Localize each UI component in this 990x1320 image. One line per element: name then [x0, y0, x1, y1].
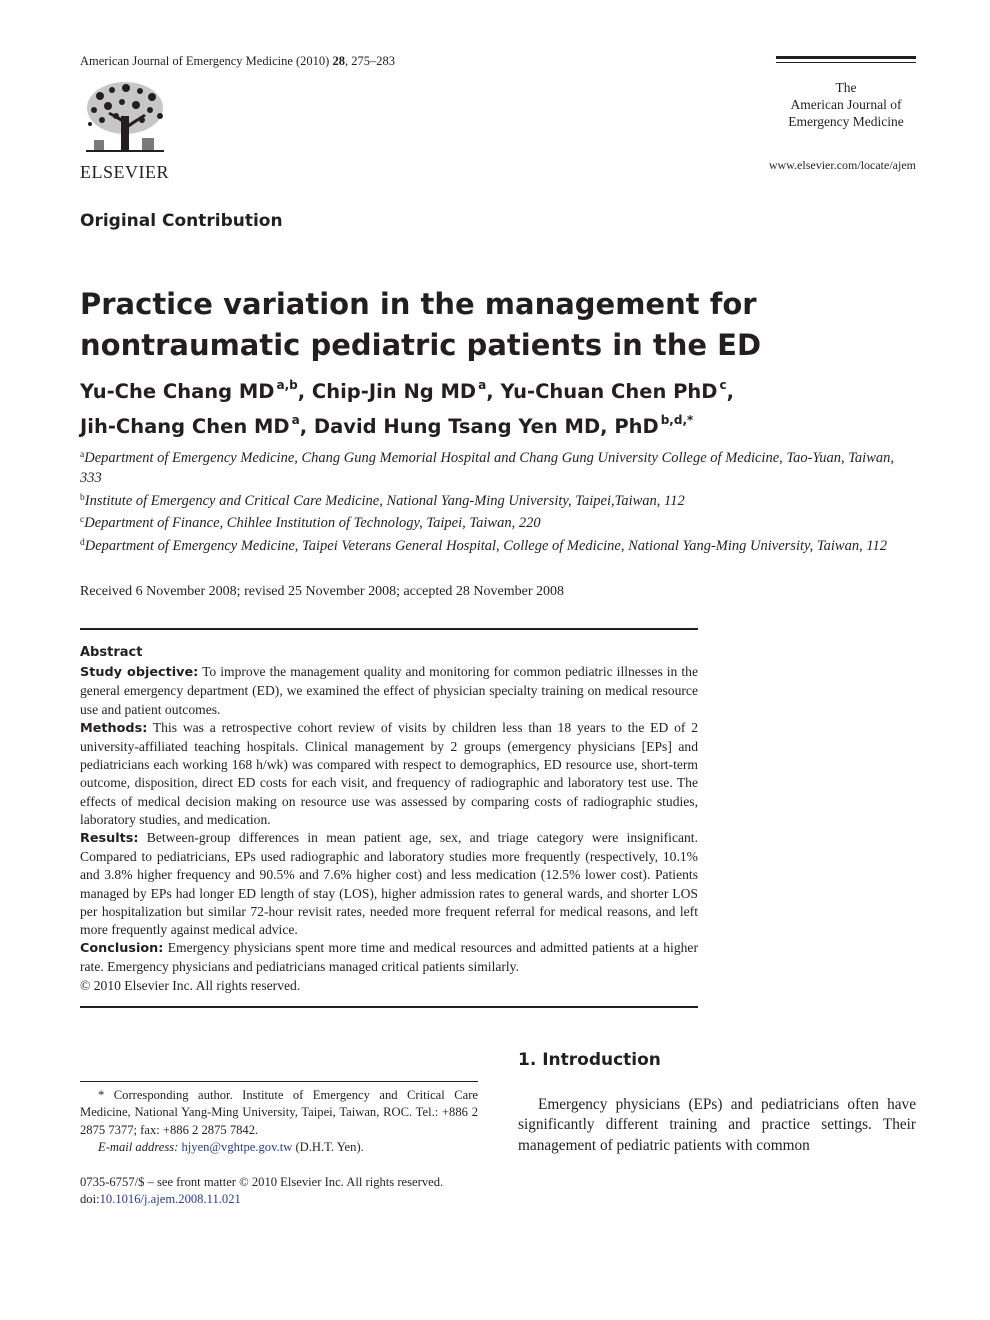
masthead-line: Emergency Medicine — [788, 114, 904, 129]
abstract-bottom-rule — [80, 1006, 698, 1008]
email-link[interactable]: hjyen@vghtpe.gov.tw — [181, 1140, 293, 1155]
elsevier-wordmark: ELSEVIER — [80, 162, 169, 182]
received-dates: Received 6 November 2008; revised 25 November 2008; accepted 28 November 2008 — [80, 584, 565, 599]
journal-url[interactable]: www.elsevier.com/locate/ajem — [768, 158, 916, 172]
section-label: Original Contribution — [80, 211, 283, 231]
front-matter — [80, 1174, 500, 1209]
author: Jih-Chang Chen MD $^a$, — [80, 413, 314, 438]
abstract-top-rule — [80, 628, 698, 630]
corresponding-author-footnote — [80, 1087, 478, 1157]
elsevier-tree-icon — [80, 80, 170, 160]
journal-masthead — [776, 56, 916, 130]
abstract — [80, 644, 698, 995]
author: David Hung Tsang Yen MD, PhD $^{b,d,*}$ — [313, 413, 694, 438]
front-matter-text: 0735-6757/$ – see front matter © 2010 Elsevier Inc. All rights reserved. — [80, 1175, 444, 1189]
introduction-heading: 1. Introduction — [518, 1050, 661, 1070]
doi-link[interactable]: 10.1016/j.ajem.2008.11.021 — [99, 1192, 241, 1207]
author: Yu-Chuan Chen PhD $^c$, — [500, 378, 735, 403]
abstract-heading: Abstract — [80, 645, 143, 660]
doi-line: doi:10.1016/j.ajem.2008.11.021 — [80, 1192, 241, 1207]
abstract-conclusion: Conclusion: Emergency physicians spent more time and medical resources and admitted patients at a higher rate. Emergency physicians and pediatricians managed critical patients similarly. — [80, 940, 698, 975]
abstract-results: Results: Between-group differences in mean patient age, sex, and triage category were insignificant. Compared to pediatricians, EPs used radiographic and laboratory studies more frequently (respectively, 10.1% and 3.8% higher frequency and 90.5% and 7.6% higher cost) and less medication (12.5% lower cost). Patients managed by EPs had longer ED length of stay (LOS), higher admission rates to general wards, and shorter LOS per hospitalization but similar 72-hour revisit rates, needed more frequent referral for medical reasons, and left more frequently against medical advice. — [80, 830, 698, 938]
masthead-rule-thin — [776, 62, 916, 63]
introduction-text: Emergency physicians (EPs) and pediatricians often have significantly different training and practice settings. Their management of pediatric patients with common — [518, 1096, 916, 1154]
journal-volume: 28 — [332, 54, 345, 68]
corresponding-text: * Corresponding author. Institute of Emergency and Critical Care Medicine, National Yang-Ming University, Taipei, Taiwan, ROC. Tel.: +886 2 2875 7377; fax: +886 2 2875 7842. — [80, 1088, 478, 1137]
abstract-copyright: © 2010 Elsevier Inc. All rights reserved. — [80, 977, 301, 993]
footnote-rule — [80, 1081, 478, 1082]
abstract-methods: Methods: This was a retrospective cohort review of visits by children less than 18 years to the ED of 2 university-affiliated teaching hospitals. Clinical management by 2 groups (emergency physicians [EPs] and pediatricians each working 168 h/wk) was compared with respect to demographics, ED resource use, short-term outcome, disposition, direct ED costs for each visit, and frequency of radiographic and laboratory test use. The effects of medical decision making on resource use was assessed by comparing costs of radiographic studies, laboratory studies, and medication. — [80, 719, 698, 827]
journal-ref-prefix: American Journal of Emergency Medicine (2010) — [80, 54, 333, 68]
author-list — [80, 371, 930, 441]
abstract-objective: Study objective: To improve the management quality and monitoring for common pediatric illnesses in the general emergency department (ED), we examined the effect of physician specialty training on medical resource use and patient outcomes. — [80, 664, 698, 717]
affiliation: $^c$Department of Finance, Chihlee Institution of Technology, Taipei, Taiwan, 220 — [80, 515, 541, 532]
affiliation: $^b$Institute of Emergency and Critical Care Medicine, National Yang-Ming University, Taipei,Taiwan, 112 — [80, 492, 685, 509]
masthead-line: American Journal of — [790, 97, 902, 112]
masthead-line: The — [835, 80, 857, 95]
publisher-logo — [80, 80, 170, 183]
affiliation: $^a$Department of Emergency Medicine, Chang Gung Memorial Hospital and Chang Gung University College of Medicine, Tao-Yuan, Taiwan, 333 — [80, 450, 895, 486]
journal-pages: , 275–283 — [344, 54, 395, 68]
masthead-title — [776, 79, 916, 130]
affiliation-list — [80, 446, 916, 557]
masthead-rule-thick — [776, 56, 916, 59]
affiliation: $^d$Department of Emergency Medicine, Taipei Veterans General Hospital, College of Medicine, National Yang-Ming University, Taiwan, 112 — [80, 538, 887, 555]
email-line: E-mail address: hjyen@vghtpe.gov.tw (D.H.T. Yen). — [98, 1140, 364, 1155]
journal-reference — [80, 54, 395, 69]
author: Chip-Jin Ng MD $^a$, — [311, 378, 501, 403]
author: Yu-Che Chang MD $^{a,b}$, — [80, 378, 312, 403]
article-title: Practice variation in the management for nontraumatic pediatric patients in the ED — [80, 287, 762, 362]
